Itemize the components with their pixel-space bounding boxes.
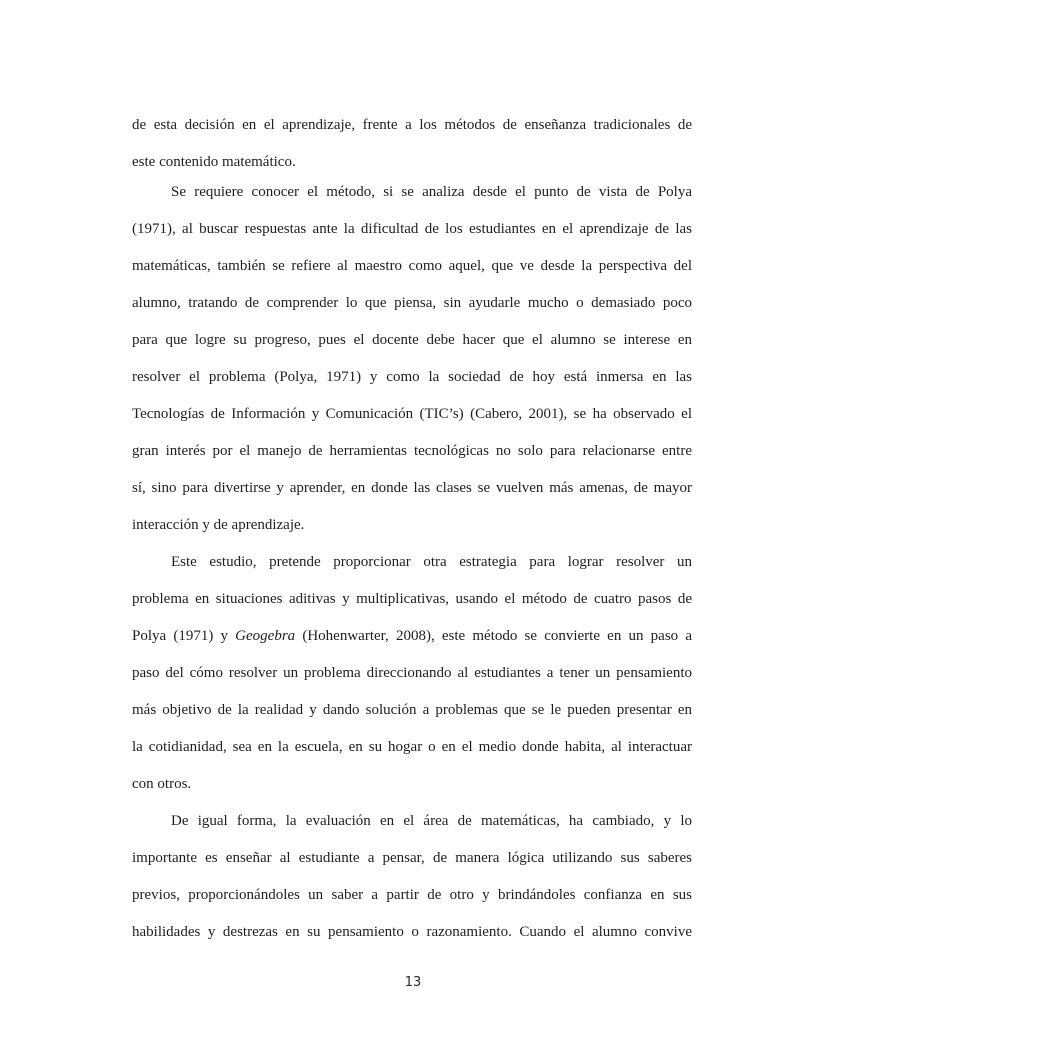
text-line: para que logre su progreso, pues el docente debe hacer que el alumno se interese en xyxy=(132,332,692,348)
text-line: Tecnologías de Información y Comunicación (TIC’s) (Cabero, 2001), se ha observado el xyxy=(132,406,692,422)
text-segment: Polya (1971) y xyxy=(132,628,236,644)
software-name-italic: Geogebra xyxy=(235,628,296,644)
text-line: la cotidianidad, sea en la escuela, en su hogar o en el medio donde habita, al interactuar xyxy=(132,739,692,755)
text-line: más objetivo de la realidad y dando solución a problemas que se le pueden presentar en xyxy=(132,702,692,718)
text-line: problema en situaciones aditivas y multiplicativas, usando el método de cuatro pasos de xyxy=(132,591,692,607)
text-line: importante es enseñar al estudiante a pensar, de manera lógica utilizando sus saberes xyxy=(132,850,692,866)
paragraph-start-line: De igual forma, la evaluación en el área de matemáticas, ha cambiado, y lo xyxy=(171,813,692,829)
text-line: de esta decisión en el aprendizaje, frente a los métodos de enseñanza tradicionales de xyxy=(132,117,692,133)
text-line: (1971), al buscar respuestas ante la dificultad de los estudiantes en el aprendizaje de las xyxy=(132,221,692,237)
text-line: alumno, tratando de comprender lo que piensa, sin ayudarle mucho o demasiado poco xyxy=(132,295,692,311)
page-number: 13 xyxy=(404,975,422,990)
paragraph-start-line: Este estudio, pretende proporcionar otra estrategia para lograr resolver un xyxy=(171,554,692,570)
text-line: con otros. xyxy=(132,776,192,792)
text-line: este contenido matemático. xyxy=(132,154,296,170)
text-line: previos, proporcionándoles un saber a partir de otro y brindándoles confianza en sus xyxy=(132,887,692,903)
text-line: matemáticas, también se refiere al maestro como aquel, que ve desde la perspectiva del xyxy=(132,258,692,274)
text-line: sí, sino para divertirse y aprender, en donde las clases se vuelven más amenas, de mayor xyxy=(132,480,692,496)
text-line: gran interés por el manejo de herramientas tecnológicas no solo para relacionarse entre xyxy=(132,443,692,459)
paragraph-start-line: Se requiere conocer el método, si se analiza desde el punto de vista de Polya xyxy=(171,184,692,200)
text-line: paso del cómo resolver un problema direccionando al estudiantes a tener un pensamiento xyxy=(132,665,692,681)
text-segment: (Hohenwarter, 2008), este método se convierte en un paso a xyxy=(295,628,692,644)
text-line: resolver el problema (Polya, 1971) y como la sociedad de hoy está inmersa en las xyxy=(132,369,692,385)
text-line-with-italic xyxy=(132,627,692,645)
text-line: interacción y de aprendizaje. xyxy=(132,517,305,533)
text-line: habilidades y destrezas en su pensamiento o razonamiento. Cuando el alumno convive xyxy=(132,924,692,940)
